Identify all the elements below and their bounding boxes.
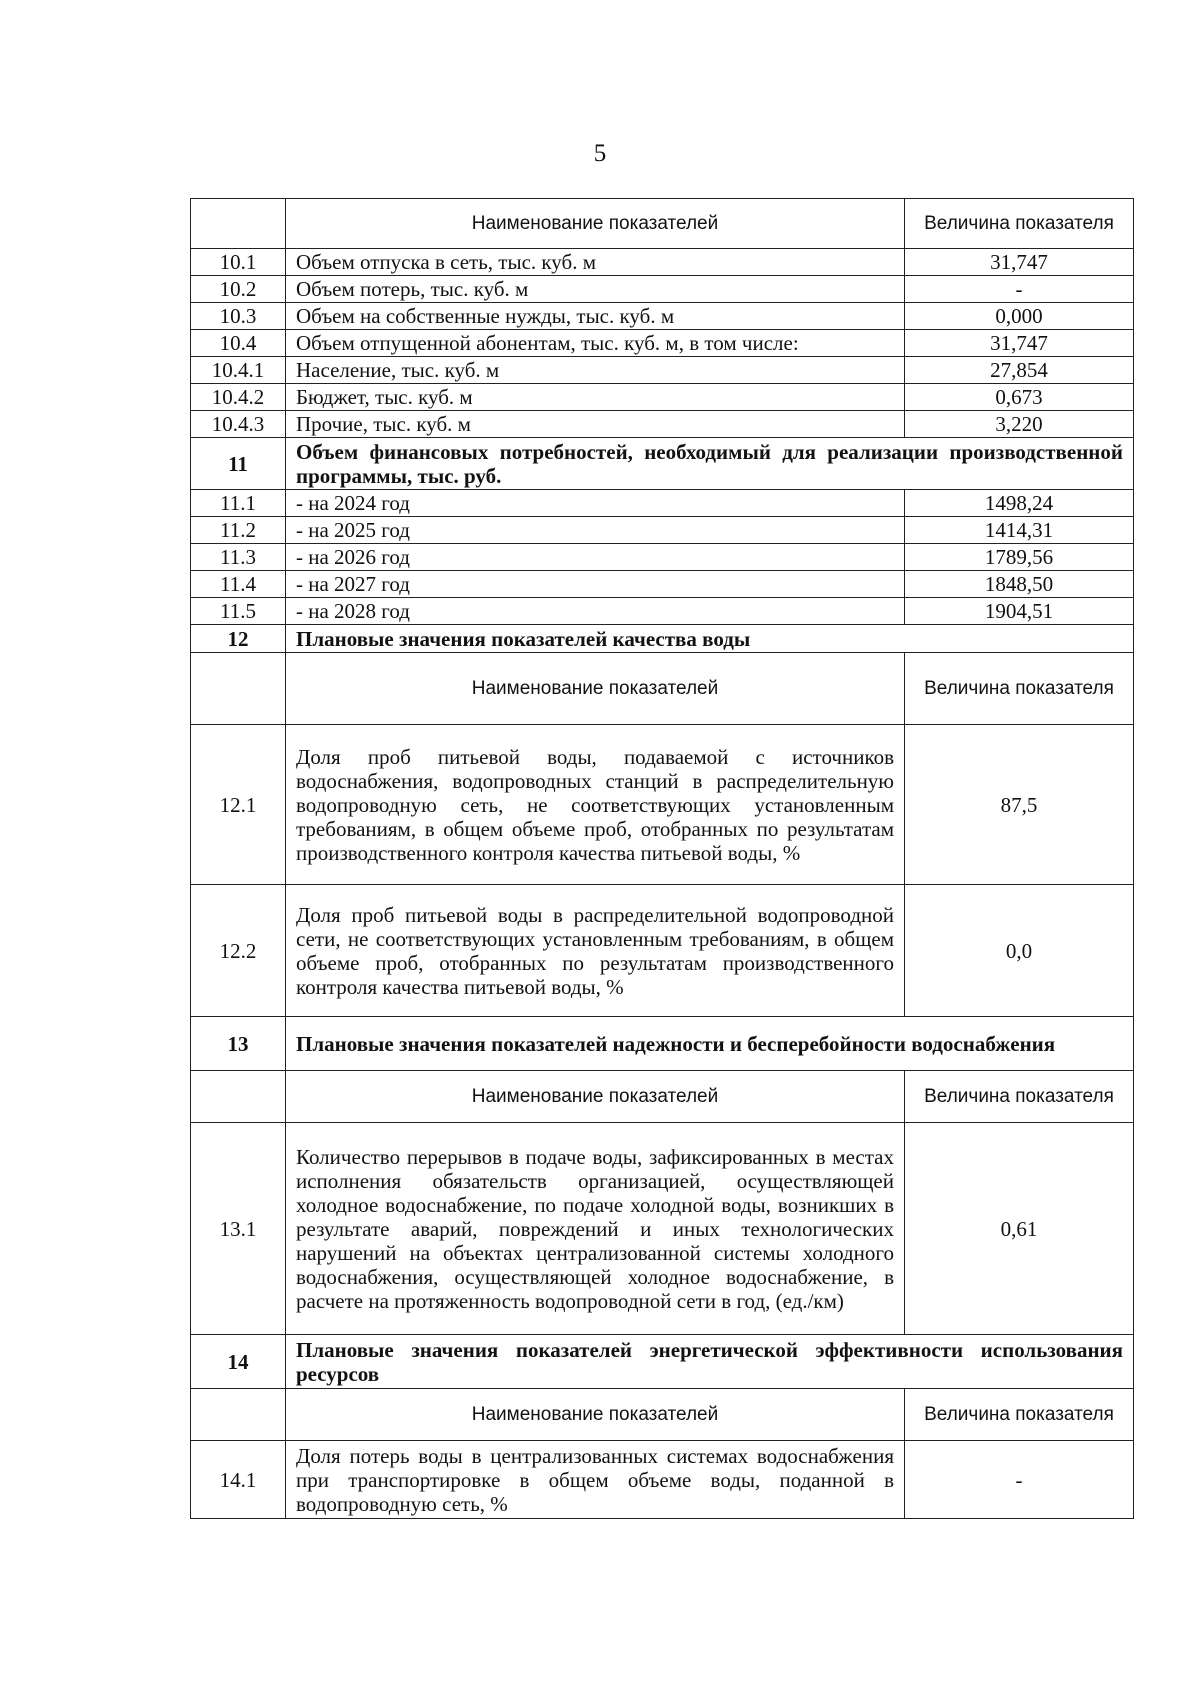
row-number: 10.1 — [191, 249, 286, 276]
table-row — [191, 357, 1134, 384]
row-value: 0,673 — [905, 384, 1134, 411]
row-name: - на 2026 год — [286, 544, 905, 571]
row-name: - на 2028 год — [286, 598, 905, 625]
table-row — [191, 598, 1134, 625]
row-name: Количество перерывов в подаче воды, зафиксированных в местах исполнения обязательств организацией, осуществляющей холодное водоснабжение, по подаче холодной воды, возникших в результате аварий, повреждений и иных технологических нарушений на объектах централизованной системы холодного водоснабжения, осуществляющей холодное водоснабжение, в расчете на протяженность водопроводной сети в год, (ед./км) — [286, 1123, 905, 1335]
table-header-row — [191, 653, 1134, 725]
row-name: Бюджет, тыс. куб. м — [286, 384, 905, 411]
section-number: 11 — [191, 438, 286, 490]
section-header-row — [191, 1017, 1134, 1071]
header-num-cell — [191, 653, 286, 725]
row-value: - — [905, 1441, 1134, 1519]
table-row — [191, 330, 1134, 357]
row-name: Доля проб питьевой воды, подаваемой с источников водоснабжения, водопроводных станций в распределительную водопроводную сеть, не соответствующих установленным требованиям, в общем объеме проб, отобранных по результатам производственного контроля качества питьевой воды, % — [286, 725, 905, 885]
row-name: Доля потерь воды в централизованных системах водоснабжения при транспортировке в общем объеме воды, поданной в водопроводную сеть, % — [286, 1441, 905, 1519]
section-number: 12 — [191, 625, 286, 653]
table-row — [191, 303, 1134, 330]
row-number: 10.2 — [191, 276, 286, 303]
table-header-row — [191, 1389, 1134, 1441]
table-row — [191, 276, 1134, 303]
row-number: 12.2 — [191, 885, 286, 1017]
section-header-row — [191, 438, 1134, 490]
header-name-cell: Наименование показателей — [286, 1389, 905, 1441]
row-value: 3,220 — [905, 411, 1134, 438]
row-number: 11.1 — [191, 490, 286, 517]
table-header-row — [191, 1071, 1134, 1123]
row-number: 10.4.1 — [191, 357, 286, 384]
row-name: - на 2025 год — [286, 517, 905, 544]
row-name: - на 2027 год — [286, 571, 905, 598]
row-value: 87,5 — [905, 725, 1134, 885]
row-value: - — [905, 276, 1134, 303]
row-number: 14.1 — [191, 1441, 286, 1519]
row-value: 1789,56 — [905, 544, 1134, 571]
row-name: - на 2024 год — [286, 490, 905, 517]
table-row — [191, 517, 1134, 544]
table-header-row — [191, 199, 1134, 249]
table-row — [191, 384, 1134, 411]
row-number: 11.4 — [191, 571, 286, 598]
row-number: 10.4.2 — [191, 384, 286, 411]
table-row — [191, 571, 1134, 598]
row-name: Доля проб питьевой воды в распределительной водопроводной сети, не соответствующих установленным требованиям, в общем объеме проб, отобранных по результатам производственного контроля качества питьевой воды, % — [286, 885, 905, 1017]
header-value-cell: Величина показателя — [905, 1071, 1134, 1123]
row-number: 11.5 — [191, 598, 286, 625]
row-number: 11.3 — [191, 544, 286, 571]
header-value-cell: Величина показателя — [905, 1389, 1134, 1441]
row-number: 10.4.3 — [191, 411, 286, 438]
section-title: Плановые значения показателей качества воды — [286, 625, 1134, 653]
row-value: 1848,50 — [905, 571, 1134, 598]
indicators-table — [190, 198, 1134, 1519]
row-name: Объем отпуска в сеть, тыс. куб. м — [286, 249, 905, 276]
row-value: 31,747 — [905, 330, 1134, 357]
header-name-cell: Наименование показателей — [286, 199, 905, 249]
row-value: 1414,31 — [905, 517, 1134, 544]
row-number: 13.1 — [191, 1123, 286, 1335]
table-row — [191, 1123, 1134, 1335]
row-value: 1498,24 — [905, 490, 1134, 517]
row-name: Прочие, тыс. куб. м — [286, 411, 905, 438]
section-title: Объем финансовых потребностей, необходимый для реализации производственной программы, тыс. руб. — [286, 438, 1134, 490]
row-number: 12.1 — [191, 725, 286, 885]
table-row — [191, 411, 1134, 438]
row-number: 10.3 — [191, 303, 286, 330]
section-header-row — [191, 625, 1134, 653]
header-name-cell: Наименование показателей — [286, 1071, 905, 1123]
table-row — [191, 1441, 1134, 1519]
section-header-row — [191, 1335, 1134, 1389]
row-value: 1904,51 — [905, 598, 1134, 625]
header-name-cell: Наименование показателей — [286, 653, 905, 725]
row-value: 0,0 — [905, 885, 1134, 1017]
table-row — [191, 249, 1134, 276]
header-num-cell — [191, 199, 286, 249]
table-row — [191, 544, 1134, 571]
section-number: 14 — [191, 1335, 286, 1389]
header-num-cell — [191, 1071, 286, 1123]
row-value: 27,854 — [905, 357, 1134, 384]
section-number: 13 — [191, 1017, 286, 1071]
row-name: Население, тыс. куб. м — [286, 357, 905, 384]
section-title: Плановые значения показателей энергетической эффективности использования ресурсов — [286, 1335, 1134, 1389]
header-value-cell: Величина показателя — [905, 653, 1134, 725]
row-value: 0,61 — [905, 1123, 1134, 1335]
row-name: Объем на собственные нужды, тыс. куб. м — [286, 303, 905, 330]
row-name: Объем отпущенной абонентам, тыс. куб. м, в том числе: — [286, 330, 905, 357]
row-value: 0,000 — [905, 303, 1134, 330]
table-row — [191, 490, 1134, 517]
header-value-cell: Величина показателя — [905, 199, 1134, 249]
row-number: 11.2 — [191, 517, 286, 544]
row-name: Объем потерь, тыс. куб. м — [286, 276, 905, 303]
section-title: Плановые значения показателей надежности и бесперебойности водоснабжения — [286, 1017, 1134, 1071]
page-number: 5 — [593, 140, 607, 167]
row-number: 10.4 — [191, 330, 286, 357]
row-value: 31,747 — [905, 249, 1134, 276]
header-num-cell — [191, 1389, 286, 1441]
table-row — [191, 885, 1134, 1017]
table-row — [191, 725, 1134, 885]
